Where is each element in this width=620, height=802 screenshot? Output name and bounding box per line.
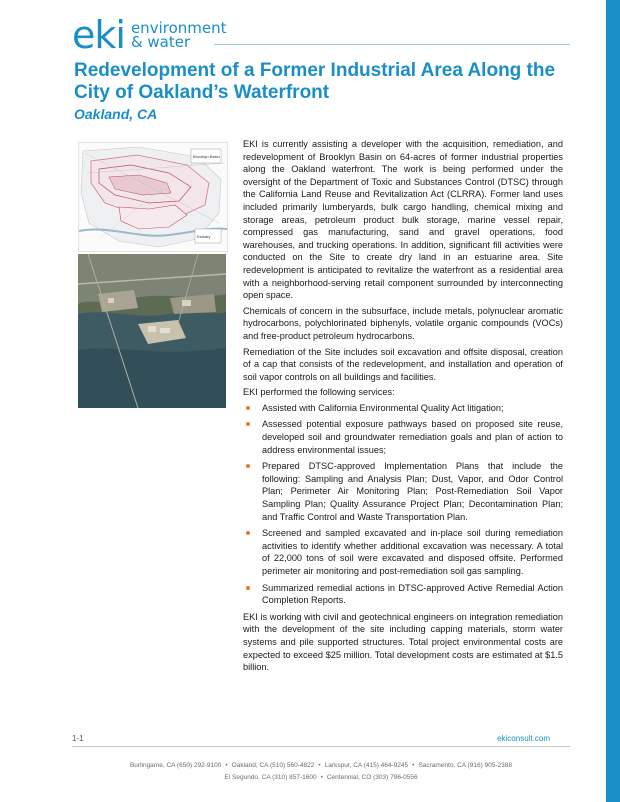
website-link[interactable]: ekiconsult.com <box>497 734 550 743</box>
office-line-2 <box>72 772 570 784</box>
service-text: Screened and sampled excavated and in-place soil during remediation activities to identify whether additional excavation was necessary. A total of 22,000 tons of soil were excavated and disposed offsite. Performed perimeter air monitoring and post-remediation soil gas sampling. <box>262 528 563 576</box>
service-text: Assisted with California Environmental Quality Act litigation; <box>262 402 504 413</box>
services-list <box>243 402 563 607</box>
logo-wordmark <box>131 21 227 49</box>
office-sacramento: Sacramento, CA (916) 905-2388 <box>418 762 513 769</box>
services-intro: EKI performed the following services: <box>243 387 395 398</box>
accent-side-bar <box>606 0 620 802</box>
chemicals-paragraph: Chemicals of concern in the subsurface, include metals, polynuclear aromatic hydrocarbons, polychlorinated biphenyls, volatile organic compounds (VOCs) and free-product petroleum hydrocarbons. <box>243 305 563 341</box>
logo-line-1: environment <box>130 19 227 37</box>
list-item <box>243 402 563 415</box>
site-plan-map <box>78 142 228 252</box>
list-item <box>243 527 563 577</box>
office-burlingame: Burlingame, CA (650) 292-9100 <box>129 762 222 769</box>
map-label-bottom: Estuary <box>197 234 211 239</box>
page-number: 1-1 <box>72 734 84 743</box>
closing-paragraph: EKI is working with civil and geotechnical engineers on integration remediation with the development of the site including capping materials, storm water systems and pile supported structures. Total project environmental costs are expected to exceed $25 million. Total development costs are estimated at $1.5 billion. <box>243 611 563 673</box>
service-text: Prepared DTSC-approved Implementation Plans that include the following: Sampling and Analysis Plan; Dust, Vapor, and Odor Control Plan; Perimeter Air Monitoring Plan; Post-Remediation Soil Vapor Sampling Plan; Quality Assurance Project Plan; Decontamination Plan; and Traffic Control and Waste Transportation Plan. <box>262 461 563 522</box>
intro-paragraph: EKI is currently assisting a developer with the acquisition, remediation, and redevelopment of Brooklyn Basin on 64-acres of former industrial properties along the Oakland waterfront. The work is being performed under the oversight of the Department of Toxic and Substances Control (DTSC) through the California Land Reuse and Revitalization Act (CLRRA). Former land uses included primarily lumberyards, bulk cargo handling, chemical mixing and storage areas, petroleum product bulk storage, marine vessel repair, compressed gas manufacturing, sand and gravel operations, food warehouses, and trucking operations. In addition, significant fill activities were conducted on the Site to create dry land in an estuarine area. Site redevelopment is anticipated to revitalize the waterfront as a residential area with a neighborhood-serving retail component surrounded by interconnecting open space. <box>243 139 563 301</box>
separator-dot-icon: • <box>318 762 321 769</box>
page-title: Redevelopment of a Former Industrial Area Along the City of Oakland’s Waterfront <box>74 60 556 103</box>
bullet-icon <box>246 586 250 590</box>
office-larkspur: Larkspur, CA (415) 464-9245 <box>324 762 409 769</box>
separator-dot-icon: • <box>320 774 323 781</box>
bullet-icon <box>246 422 250 426</box>
bullet-icon <box>246 464 250 468</box>
list-item <box>243 418 563 456</box>
project-description <box>243 138 563 677</box>
separator-dot-icon: • <box>412 762 415 769</box>
office-oakland: Oakland, CA (510) 560-4822 <box>231 762 315 769</box>
list-item <box>243 582 563 607</box>
separator-dot-icon: • <box>225 762 228 769</box>
office-line-1 <box>72 760 570 772</box>
office-contacts <box>72 760 570 784</box>
office-centennial: Centennial, CO (303) 796-0556 <box>326 774 418 781</box>
list-item <box>243 460 563 523</box>
logo-mark: eki <box>72 13 125 57</box>
map-label-top: Brooklyn Basin <box>193 154 220 159</box>
header-divider <box>214 44 570 45</box>
bullet-icon <box>246 406 250 410</box>
logo-line-2: & water <box>130 33 191 51</box>
remediation-paragraph: Remediation of the Site includes soil excavation and offsite disposal, creation of a cap that consists of the redevelopment, and installation and operation of soil vapor controls on all buildings and facilities. <box>243 346 563 382</box>
service-text: Assessed potential exposure pathways based on proposed site reuse, developed soil and groundwater remediation goals and plan of action to address environmental issues; <box>262 419 563 455</box>
page-subtitle: Oakland, CA <box>74 106 158 122</box>
footer-divider <box>72 746 570 747</box>
bullet-icon <box>246 531 250 535</box>
office-el-segundo: El Segundo, CA (310) 857-1600 <box>224 774 317 781</box>
service-text: Summarized remedial actions in DTSC-approved Active Remedial Action Completion Reports. <box>262 582 563 606</box>
aerial-photo <box>78 254 226 408</box>
eki-logo <box>72 13 227 57</box>
